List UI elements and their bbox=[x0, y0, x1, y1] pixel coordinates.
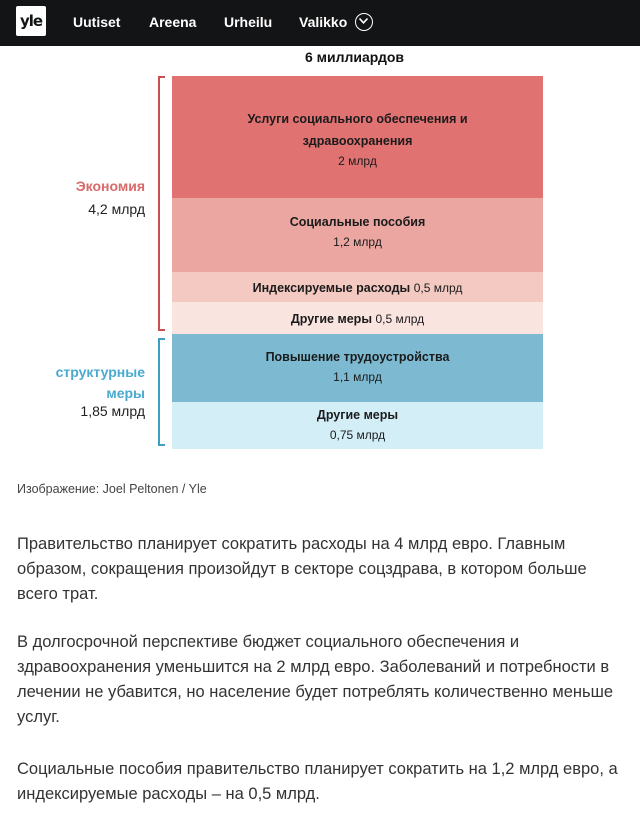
structural-group-title: структурные меры bbox=[55, 364, 145, 401]
block-label: Социальные пособия bbox=[289, 215, 426, 229]
block-value: 1,2 млрд bbox=[333, 235, 382, 249]
block-other-measures-structural bbox=[172, 402, 543, 449]
nav-item-valikko[interactable]: Valikko bbox=[299, 14, 348, 30]
nav-item-uutiset[interactable]: Uutiset bbox=[73, 14, 121, 30]
infographic-total-title: 6 миллиардов bbox=[304, 49, 405, 65]
block-label: Услуги социального обеспечения и bbox=[247, 112, 468, 126]
block-social-health-services bbox=[172, 76, 543, 198]
block-value: 0,5 млрд bbox=[413, 281, 463, 295]
block-label: Другие меры bbox=[290, 312, 372, 326]
nav-item-areena[interactable]: Areena bbox=[149, 14, 197, 30]
block-value: 0,5 млрд bbox=[375, 312, 425, 326]
structural-bracket bbox=[158, 338, 165, 446]
savings-group-title: Экономия bbox=[75, 178, 145, 194]
yle-logo[interactable]: yle bbox=[16, 6, 46, 36]
article-paragraph: В долгосрочной перспективе бюджет социального обеспечения и здравоохранения уменьшится на 2 млрд евро. Заболеваний и потребности в лечении не убавится, но население будет потреблять количественно меньше услуг. bbox=[17, 633, 614, 726]
savings-group-value: 4,2 млрд bbox=[88, 201, 145, 217]
chevron-down-icon[interactable] bbox=[355, 13, 373, 31]
block-value: 1,1 млрд bbox=[333, 370, 382, 384]
block-label: Повышение трудоустройства bbox=[265, 350, 450, 364]
article-paragraph: Правительство планирует сократить расходы на 4 млрд евро. Главным образом, сокращения произойдут в секторе соцздрава, в котором больше всего трат. bbox=[17, 535, 587, 603]
nav-item-urheilu[interactable]: Urheilu bbox=[224, 14, 273, 30]
top-navigation-bar bbox=[0, 0, 640, 46]
savings-bracket bbox=[158, 76, 165, 331]
article-paragraph: Социальные пособия правительство планирует сократить на 1,2 млрд евро, а индексируемые расходы – на 0,5 млрд. bbox=[17, 760, 618, 803]
block-value: 0,75 млрд bbox=[329, 428, 386, 442]
structural-group-value: 1,85 млрд bbox=[80, 403, 145, 419]
block-label: Индексируемые расходы bbox=[252, 281, 411, 295]
image-caption: Изображение: Joel Peltonen / Yle bbox=[17, 482, 207, 496]
block-label-line2: здравоохранения bbox=[302, 134, 413, 148]
block-employment-increase bbox=[172, 334, 543, 402]
block-label: Другие меры bbox=[316, 408, 399, 422]
block-indexed-expenses bbox=[172, 272, 543, 302]
block-other-measures-savings bbox=[172, 302, 543, 334]
block-value: 2 млрд bbox=[338, 154, 377, 168]
block-social-benefits bbox=[172, 198, 543, 272]
